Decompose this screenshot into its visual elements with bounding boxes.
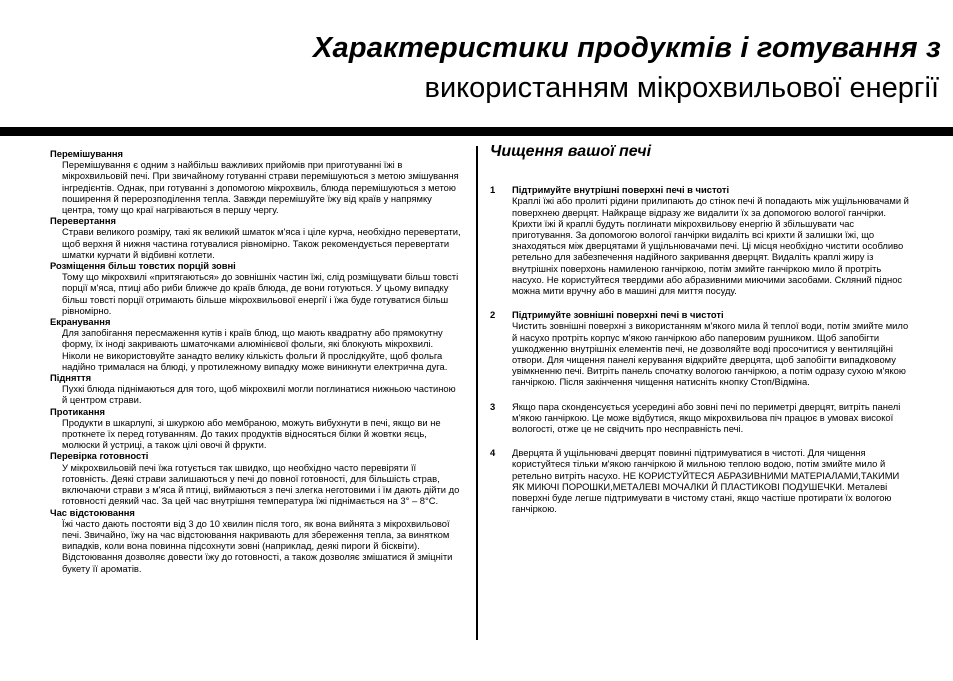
- item-body: Краплі їжі або пролиті рідини прилипають до стінок печі й попадають між ущільнювачами й поверхнею дверцят. Найкраще відразу же видалити їх за допомогою вологої ганчірки. Крихти їжі й краплі будуть поглинати мікрохвильову енергію й збільшувати час приготування. За допомогою вологої ганчірки видаліть всі крихти й залишки їжі, що знаходяться між дверцятами й ущільнювачами печі. Ці місця необхідно чистити особливо ретельно для забезпечення надійного закривання дверцят. Видаліть краплі жиру із внутрішніх поверхонь намиленою ганчіркою, потім змийте ганчіркою мило й протріть насухо. Не користуйтеся твердими або абразивними миючими засобами. Скляний піднос можна мити вручну або в машині для миття посуду.: [512, 195, 909, 297]
- section-turning: [50, 215, 462, 260]
- section-heading: Розміщення більш товстих порцій зовні: [50, 260, 236, 272]
- section-body: Пухкі блюда піднімаються для того, щоб мікрохвилі могли поглинатися нижньою частиною й центром страви.: [62, 383, 456, 406]
- section-body: Продукти в шкарлупі, зі шкуркою або мембраною, можуть вибухнути в печі, якщо ви не проткнете їх перед готуванням. До таких продуктів відносяться білки й жовтки яєць, молюски й устриці, а також цілі овочі й фрукти.: [62, 416, 441, 451]
- cleaning-item: [490, 401, 910, 435]
- item-heading: Підтримуйте внутрішні поверхні печі в чистоті: [512, 184, 730, 196]
- cleaning-title: Чищення вашої печі: [490, 143, 652, 160]
- right-column: [490, 143, 910, 527]
- section-body: Перемішування є одним з найбільш важливих прийомів при приготуванні їжі в мікрохвильовій печі. При звичайному готуванні страви перемішуються з метою змішування інгредієнтів. Однак, при готуванні з допомогою мікрохвиль, блюда перемішуються з метою поширення й перерозподілення тепла. Завжди перемішуйте їжу від країв у напрямку центра, тому що краї нагріваються в першу чергу.: [62, 159, 459, 216]
- left-column: [50, 148, 462, 574]
- section-standing-time: [50, 507, 462, 574]
- section-body: У мікрохвильовій печі їжа готується так швидко, що необхідно часто перевіряти її готовність. Деякі страви залишаються у печі до повної готовності, для більшість страв, включаючи страви з м'яса й птиці, виймаються з печі злегка неготовими і їм дають дійти до готовності деякий час. За цей час внутрішня температура їжі піднімається на 3° – 8°С.: [62, 461, 460, 507]
- section-body: Їжі часто дають постояти від 3 до 10 хвилин після того, як вона вийнята з мікрохвильової печі. Звичайно, їжу на час відстоювання накривають для збереження тепла, за винятком випадків, коли вона повинна підсохнути зовні (наприклад, деякі пироги й бісквіти). Відстоювання дозволяє довести їжу до готовності, а також дозволяє змішатися й зміцніти букету її ароматів.: [62, 517, 453, 574]
- section-body: Для запобігання пересмаження кутів і країв блюд, що мають квадратну або прямокутну форму, їх іноді закривають шматочками алюмінієвої фольги, які блокують мікрохвилі. Ніколи не використовуйте занадто велику кількість фольги й прослідкуйте, щоб фольга надійно трималася на блюді, у протилежному випадку може виникнути електрична дуга.: [62, 327, 448, 372]
- header-rule: [0, 127, 953, 136]
- section-body: Тому що мікрохвилі «притягаються» до зовнішніх частин їжі, слід розміщувати більш товсті порції м'яса, птиці або риби ближче до країв блюда, де вони готуються. У цьому випадку більш товсті порції отримають більше мікрохвильової енергії і їжа буде готуватися більш рівномірно.: [62, 271, 459, 316]
- section-shielding: [50, 316, 462, 372]
- section-heading: Протикання: [50, 405, 106, 417]
- section-heading: Час відстоювання: [50, 506, 135, 518]
- item-number: 3: [490, 400, 496, 412]
- column-divider: [476, 146, 478, 640]
- item-number: 1: [490, 184, 496, 196]
- item-body: Якщо пара сконденсується усередині або зовні печі по периметрі дверцят, витріть панелі м'якою ганчіркою. Це може відбутися, якщо мікрохвильова піч працює в умовах високої вологості, отже це не свідчить про несправність печі.: [512, 400, 901, 435]
- item-number: 2: [490, 309, 496, 321]
- section-heading: Перемішування: [50, 148, 123, 159]
- item-number: 4: [490, 447, 496, 459]
- section-stirring: [50, 148, 462, 215]
- item-body: Дверцята й ущільнювачі дверцят повинні підтримуватися в чистоті. Для чищення користуйтеся тільки м'якою ганчіркою й мильною теплою водою, потім змийте мило й ретельно витріть насухо. НЕ КОРИСТУЙТЕСЯ АБРАЗИВНИМИ МАТЕРІАЛАМИ,ТАКИМИ ЯК МИЮЧІ ПОРОШКИ,МЕТАЛЕВІ МОЧАЛКИ Й ПЛАСТИКОВІ ПОДУШЕЧКИ. Металеві поверхні буде легше підтримувати в чистому стані, якщо частіше протирати їх вологою ганчіркою.: [512, 447, 900, 515]
- section-heading: Перевертання: [50, 215, 116, 227]
- page-subtitle: використанням мікрохвильової енергії: [424, 72, 939, 104]
- section-heading: Екранування: [50, 316, 111, 328]
- item-body: Чистить зовнішні поверхні з використанням м'якого мила й теплої води, потім змийте мило й насухо протріть корпус м'якою ганчіркою або паперовим рушником. Щоб запобігти ушкодженню внутрішніх елементів печі, не дозволяйте воді просочитися у вентиляційні отвори. Для чищення панелі керування відкрийте дверцята, щоб запобігти випадковому увімкненню печі. Витріть панель спочатку вологою ганчіркою, а потім одразу сухою м'якою ганчіркою. Після закінчення чищення натисніть кнопку Стоп/Відміна.: [512, 320, 909, 388]
- cleaning-item: [490, 447, 910, 514]
- section-doneness: [50, 450, 462, 506]
- section-piercing: [50, 406, 462, 451]
- cleaning-item: [490, 184, 910, 296]
- cleaning-item: [490, 309, 910, 387]
- section-body: Страви великого розміру, такі як великий шматок м'яса і ціле курча, необхідно перевертати, щоб верхня й нижня частина готувалися рівномірно. Також рекомендується перевертати шматки курчати й відбивні котлети.: [62, 226, 461, 260]
- section-heading: Перевірка готовності: [50, 450, 149, 462]
- section-placement: [50, 260, 462, 316]
- page-title: Характеристики продуктів і готування з: [313, 32, 941, 64]
- item-heading: Підтримуйте зовнішні поверхні печі в чистоті: [512, 309, 724, 321]
- section-heading: Підняття: [50, 372, 92, 384]
- section-elevating: [50, 372, 462, 406]
